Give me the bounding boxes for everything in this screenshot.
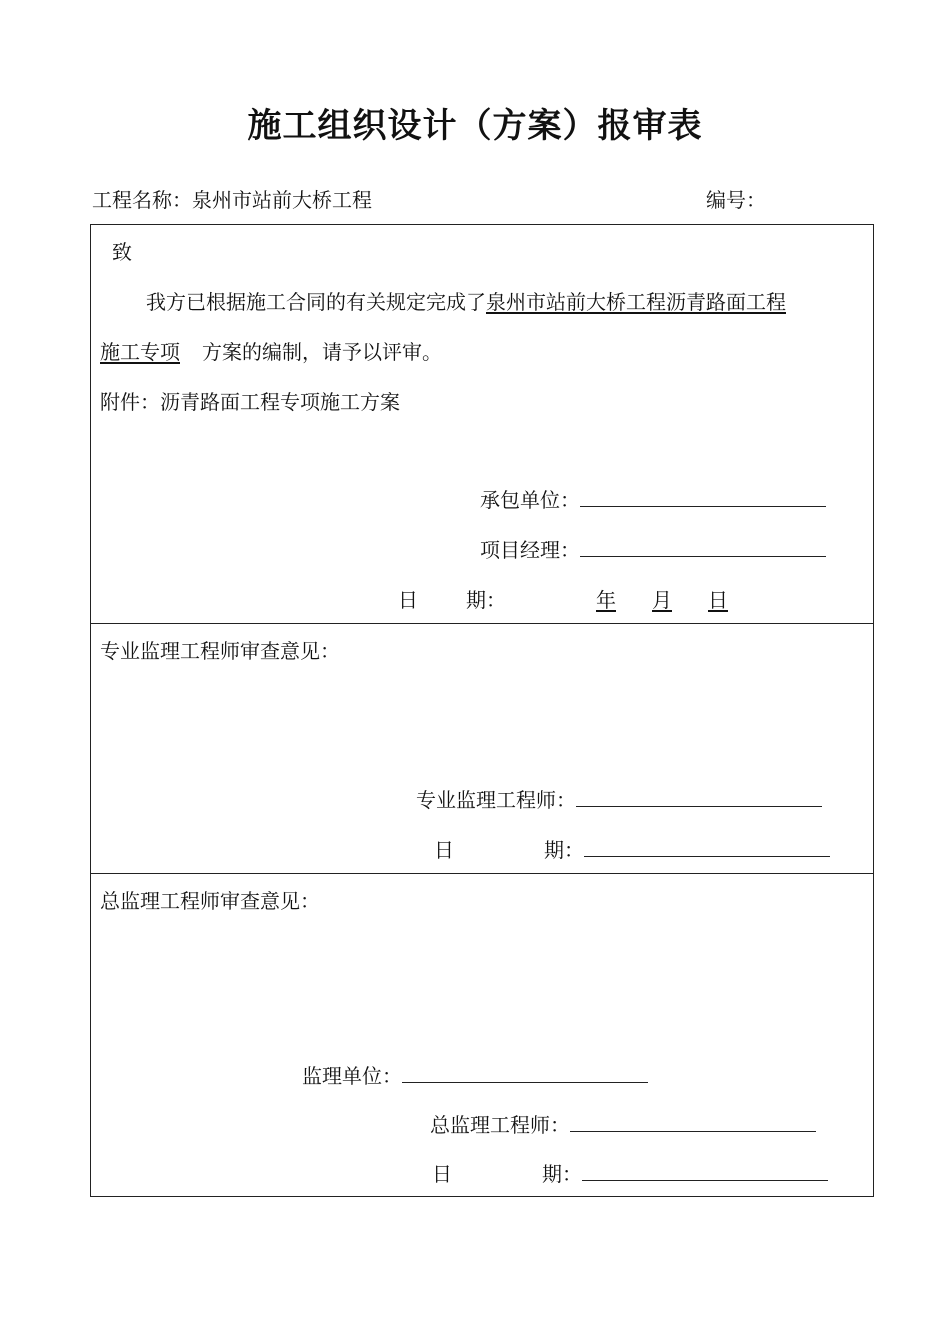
year-label: 年 (596, 588, 616, 612)
form-table (90, 224, 874, 1197)
specialist-engineer-label: 专业监理工程师： (416, 788, 576, 812)
contractor-row (480, 486, 826, 514)
plan-name-part-1: 泉州市站前大桥工程沥青路面工程 (486, 290, 786, 314)
attachment-line: 附件：沥青路面工程专项施工方案 (100, 390, 400, 414)
date-field-1[interactable] (506, 588, 750, 612)
specialist-engineer-signature-field[interactable] (576, 786, 822, 807)
date-label-ri: 日 (432, 1162, 452, 1186)
body-suffix: 方案的编制，请予以评审。 (202, 340, 442, 364)
chief-review-heading: 总监理工程师审查意见： (100, 889, 320, 913)
specialist-date-field[interactable] (584, 836, 830, 857)
supervision-unit-label: 监理单位： (302, 1064, 402, 1088)
date-row-3 (432, 1160, 828, 1188)
project-name-line (92, 186, 372, 214)
supervision-unit-signature-field[interactable] (402, 1062, 648, 1083)
contractor-label: 承包单位： (480, 488, 580, 512)
manager-row (480, 536, 826, 564)
manager-signature-field[interactable] (580, 536, 826, 557)
to-label: 致 (112, 240, 132, 264)
body-line-2 (100, 338, 442, 366)
day-label: 日 (708, 588, 728, 612)
body-prefix: 我方已根据施工合同的有关规定完成了 (146, 290, 486, 314)
number-label: 编号： (706, 188, 766, 212)
date-row-2 (434, 836, 830, 864)
date-label-ri: 日 (398, 588, 418, 612)
manager-label: 项目经理： (480, 538, 580, 562)
project-name: 泉州市站前大桥工程 (192, 188, 372, 212)
month-label: 月 (652, 588, 672, 612)
date-label-qi: 期： (544, 838, 584, 862)
project-label: 工程名称： (92, 188, 192, 212)
date-row-1 (398, 586, 750, 614)
body-line-1 (146, 288, 786, 316)
date-label-ri: 日 (434, 838, 454, 862)
date-label-qi: 期： (542, 1162, 582, 1186)
contractor-signature-field[interactable] (580, 486, 826, 507)
supervision-unit-row (302, 1062, 648, 1090)
row-divider-2 (90, 873, 874, 874)
chief-engineer-signature-field[interactable] (570, 1111, 816, 1132)
chief-date-field[interactable] (582, 1160, 828, 1181)
row-divider-1 (90, 623, 874, 624)
chief-engineer-row (430, 1111, 816, 1139)
specialist-review-heading: 专业监理工程师审查意见： (100, 639, 340, 663)
plan-name-part-2: 施工专项 (100, 340, 180, 364)
specialist-engineer-row (416, 786, 822, 814)
date-label-qi: 期： (466, 588, 506, 612)
chief-engineer-label: 总监理工程师： (430, 1113, 570, 1137)
form-title: 施工组织设计（方案）报审表 (247, 106, 703, 146)
